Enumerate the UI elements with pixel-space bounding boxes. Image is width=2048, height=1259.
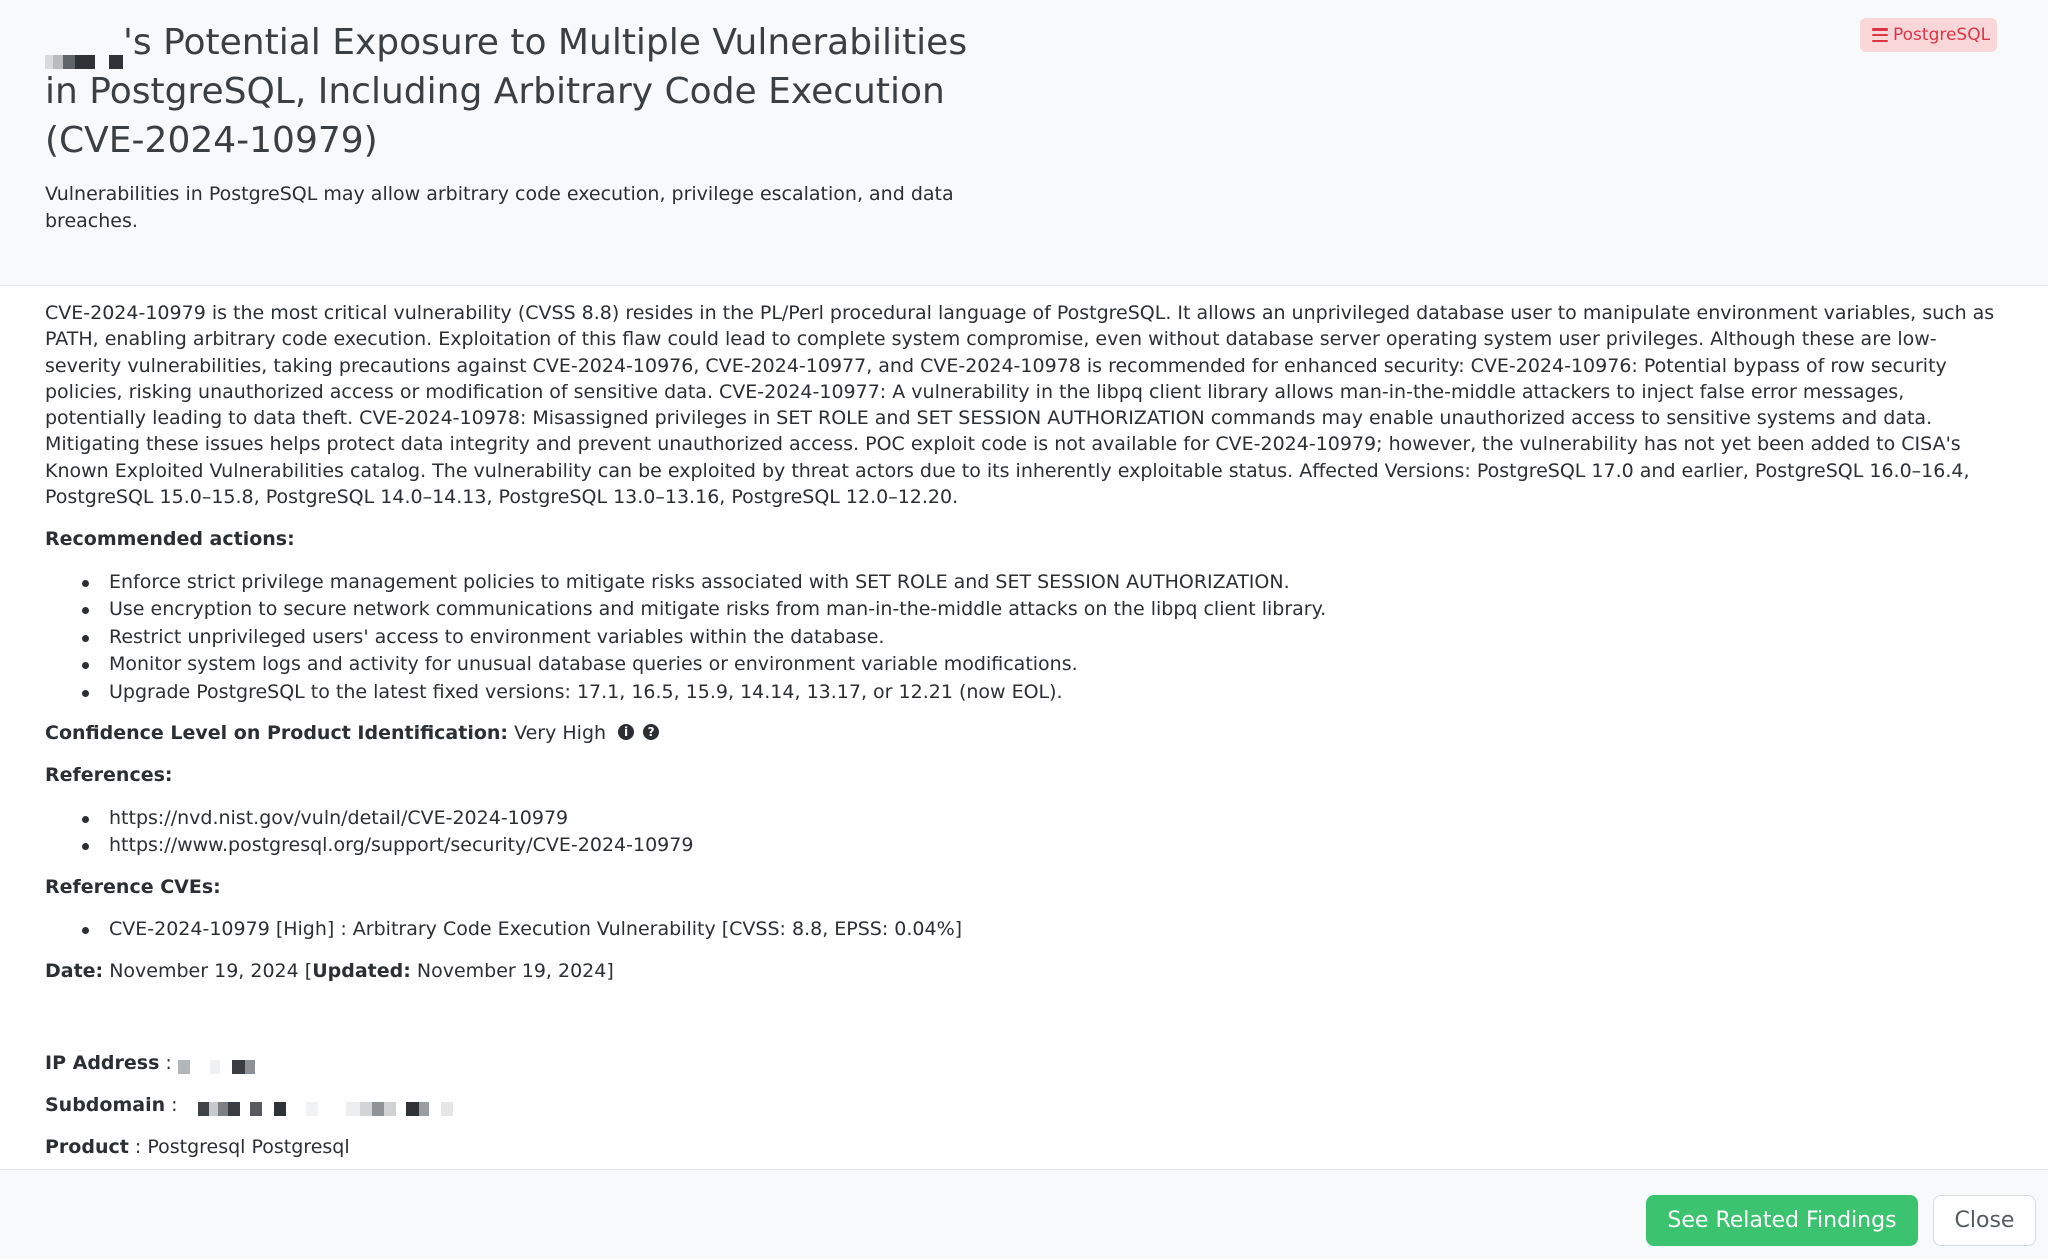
see-related-findings-button[interactable]: See Related Findings (1646, 1195, 1918, 1246)
product-tag (1860, 18, 1997, 52)
date-value: November 19, 2024 (109, 959, 299, 982)
product-value: Postgresql Postgresql (147, 1135, 350, 1158)
confidence-value: Very High (514, 722, 607, 745)
confidence-label: Confidence Level on Product Identification: (45, 722, 509, 745)
product-label: Product (45, 1135, 129, 1158)
redacted-ip-address (178, 1055, 255, 1069)
reference-cves-list (82, 916, 2005, 944)
updated-open-bracket: [ (304, 959, 313, 982)
list-item: CVE-2024-10979 [High] : Arbitrary Code Execution Vulnerability [CVSS: 8.8, EPSS: 0.04%] (82, 916, 2005, 944)
updated-value: November 19, 2024] (416, 959, 614, 982)
date-label: Date: (45, 959, 104, 982)
product-row (45, 1134, 2005, 1160)
redacted-company-name (45, 33, 123, 47)
page-subtitle: Vulnerabilities in PostgreSQL may allow arbitrary code execution, privilege escalation, and data breaches. (45, 183, 954, 232)
references-heading: References: (45, 764, 173, 787)
page-title (45, 18, 1005, 165)
date-row (45, 958, 2005, 984)
reference-link[interactable]: https://nvd.nist.gov/vuln/detail/CVE-2024-10979 (82, 805, 2005, 833)
list-item: Monitor system logs and activity for unusual database queries or environment variable modifications. (82, 651, 2005, 679)
modal-header (0, 0, 2048, 286)
reference-cves-heading: Reference CVEs: (45, 875, 221, 898)
ip-address-label: IP Address (45, 1051, 160, 1074)
list-item: Use encryption to secure network communications and mitigate risks from man-in-the-middle attacks on the libpq client library. (82, 596, 2005, 624)
list-item: Enforce strict privilege management policies to mitigate risks associated with SET ROLE and SET SESSION AUTHORIZATION. (82, 569, 2005, 597)
question-icon[interactable]: ? (643, 724, 659, 740)
recommended-actions-list (82, 569, 2005, 707)
recommended-actions-heading: Recommended actions: (45, 528, 295, 551)
confidence-level-row (45, 720, 2005, 746)
redacted-subdomain (184, 1097, 453, 1111)
page-title-text: 's Potential Exposure to Multiple Vulnerabilities in PostgreSQL, Including Arbitrary Code Execution (CVE-2024-10979) (45, 22, 968, 161)
list-icon (1872, 28, 1888, 42)
info-icon[interactable]: i (618, 724, 634, 740)
ip-address-row (45, 1050, 2005, 1076)
updated-label: Updated: (312, 959, 411, 982)
vulnerability-description: CVE-2024-10979 is the most critical vulnerability (CVSS 8.8) resides in the PL/Perl procedural language of PostgreSQL. It allows an unprivileged database user to manipulate environment variables, such as PATH, enabling arbitrary code execution. Exploitation of this flaw could lead to complete system compromise, even without database server operating system user privileges. Although these are low-severity vulnerabilities, taking precautions against CVE-2024-10976, CVE-2024-10977, and CVE-2024-10978 is recommended for enhanced security: CVE-2024-10976: Potential bypass of row security policies, risking unauthorized access or modification of sensitive data. CVE-2024-10977: A vulnerability in the libpq client library allows man-in-the-middle attackers to inject false error messages, potentially leading to data theft. CVE-2024-10978: Misassigned privileges in SET ROLE and SET SESSION AUTHORIZATION commands may enable unauthorized access to sensitive systems and data. Mitigating these issues helps protect data integrity and prevent unauthorized access. POC exploit code is not available for CVE-2024-10979; however, the vulnerability has not yet been added to CISA's Known Exploited Vulnerabilities catalog. The vulnerability can be exploited by threat actors due to its inherently exploitable status. Affected Versions: PostgreSQL 17.0 and earlier, PostgreSQL 16.0–16.4, PostgreSQL 15.0–15.8, PostgreSQL 14.0–14.13, PostgreSQL 13.0–13.16, PostgreSQL 12.0–12.20. (45, 302, 1995, 509)
references-list (82, 805, 2005, 860)
ip-address-separator: : (159, 1051, 178, 1074)
product-separator: : (128, 1135, 148, 1158)
modal-footer (0, 1169, 2048, 1259)
subdomain-label: Subdomain (45, 1093, 166, 1116)
reference-link[interactable]: https://www.postgresql.org/support/security/CVE-2024-10979 (82, 832, 2005, 860)
product-tag-label: PostgreSQL (1893, 25, 1991, 45)
subdomain-separator: : (165, 1093, 184, 1116)
list-item: Upgrade PostgreSQL to the latest fixed versions: 17.1, 16.5, 15.9, 14.14, 13.17, or 12.21 (now EOL). (82, 679, 2005, 707)
close-button[interactable]: Close (1933, 1195, 2036, 1246)
list-item: Restrict unprivileged users' access to environment variables within the database. (82, 624, 2005, 652)
subdomain-row (45, 1092, 2005, 1118)
modal-body (45, 300, 2005, 1176)
